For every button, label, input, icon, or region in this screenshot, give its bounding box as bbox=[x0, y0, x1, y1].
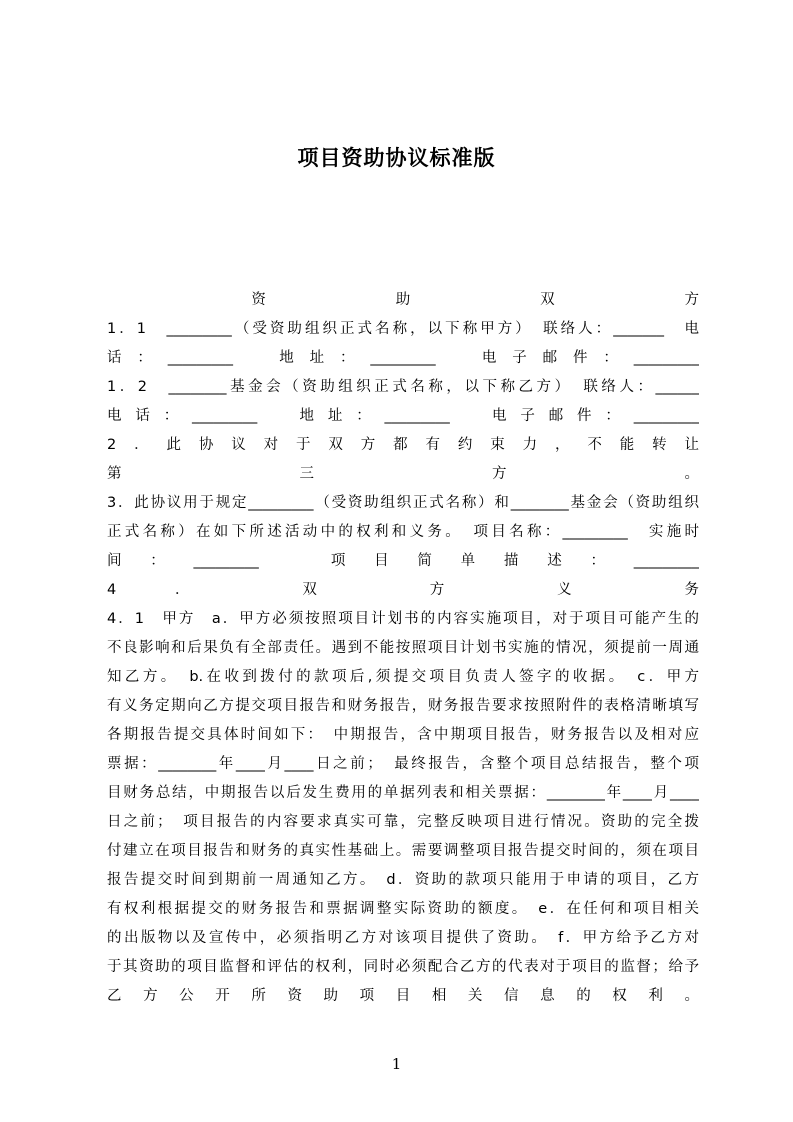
text-line: 知乙方。 b.在收到拨付的款项后,须提交项目负责人签字的收据。 c．甲方 bbox=[107, 669, 699, 685]
text-line: 电话：_________ 地址：_________ 电子邮件：_________ bbox=[107, 408, 699, 424]
text-line: 4 ． 双 方 义 务 bbox=[107, 582, 699, 598]
text-line: 话：_________ 地址：_________ 电子邮件：_________ bbox=[107, 350, 699, 366]
text-line: 4．1 甲方 a．甲方必须按照项目计划书的内容实施项目，对于项目可能产生的 bbox=[107, 611, 699, 627]
text-line: 目财务总结，中期报告以后发生费用的单据列表和相关票据：________年____月____ bbox=[107, 785, 699, 801]
text-line: 3．此协议用于规定_________（受资助组织正式名称）和________基金会（资助组织 bbox=[107, 495, 699, 511]
text-line: 不良影响和后果负有全部责任。遇到不能按照项目计划书实施的情况，须提前一周通 bbox=[107, 640, 699, 656]
text-line: 1．2 ________基金会（资助组织正式名称，以下称乙方） 联络人：______ bbox=[107, 379, 699, 395]
text-line: 1．1 _________（受资助组织正式名称，以下称甲方） 联络人：_______ 电 bbox=[107, 321, 699, 337]
text-line: 第 三 方 。 bbox=[107, 466, 699, 482]
text-line: 2．此协议对于双方都有约束力，不能转让 bbox=[107, 437, 699, 453]
text-line: 付建立在项目报告和财务的真实性基础上。需要调整项目报告提交时间的，须在项目 bbox=[107, 843, 699, 859]
text-line: 有权利根据提交的财务报告和票据调整实际资助的额度。 e．在任何和项目相关 bbox=[107, 901, 699, 917]
text-line: 报告提交时间到期前一周通知乙方。 d．资助的款项只能用于申请的项目，乙方 bbox=[107, 872, 699, 888]
text-line bbox=[107, 1011, 699, 1016]
text-line: 票据：________年____月____日之前； 最终报告，含整个项目总结报告，整个项 bbox=[107, 756, 699, 772]
document-title: 项目资助协议标准版 bbox=[297, 146, 496, 170]
text-line: 有义务定期向乙方提交项目报告和财务报告，财务报告要求按照附件的表格清晰填写 bbox=[107, 698, 699, 714]
page-number: 1 bbox=[391, 1055, 402, 1073]
text-line: 各期报告提交具体时间如下： 中期报告，含中期项目报告，财务报告以及相对应 bbox=[107, 727, 699, 743]
document-body bbox=[107, 286, 699, 1016]
text-line: 的出版物以及宣传中，必须指明乙方对该项目提供了资助。 f．甲方给予乙方对 bbox=[107, 930, 699, 946]
text-line: 于其资助的项目监督和评估的权利，同时必须配合乙方的代表对于项目的监督；给予 bbox=[107, 959, 699, 975]
text-line: 正式名称）在如下所述活动中的权利和义务。 项目名称：_________ 实施时 bbox=[107, 524, 699, 540]
text-line: 间：_________ 项目简单描述：_________ bbox=[107, 553, 699, 569]
text-line: 资 助 双 方 bbox=[107, 292, 699, 308]
text-line: 日之前； 项目报告的内容要求真实可靠，完整反映项目进行情况。资助的完全拨 bbox=[107, 814, 699, 830]
text-line: 乙 方 公 开 所 资 助 项 目 相 关 信 息 的 权 利 。 bbox=[107, 988, 699, 1004]
